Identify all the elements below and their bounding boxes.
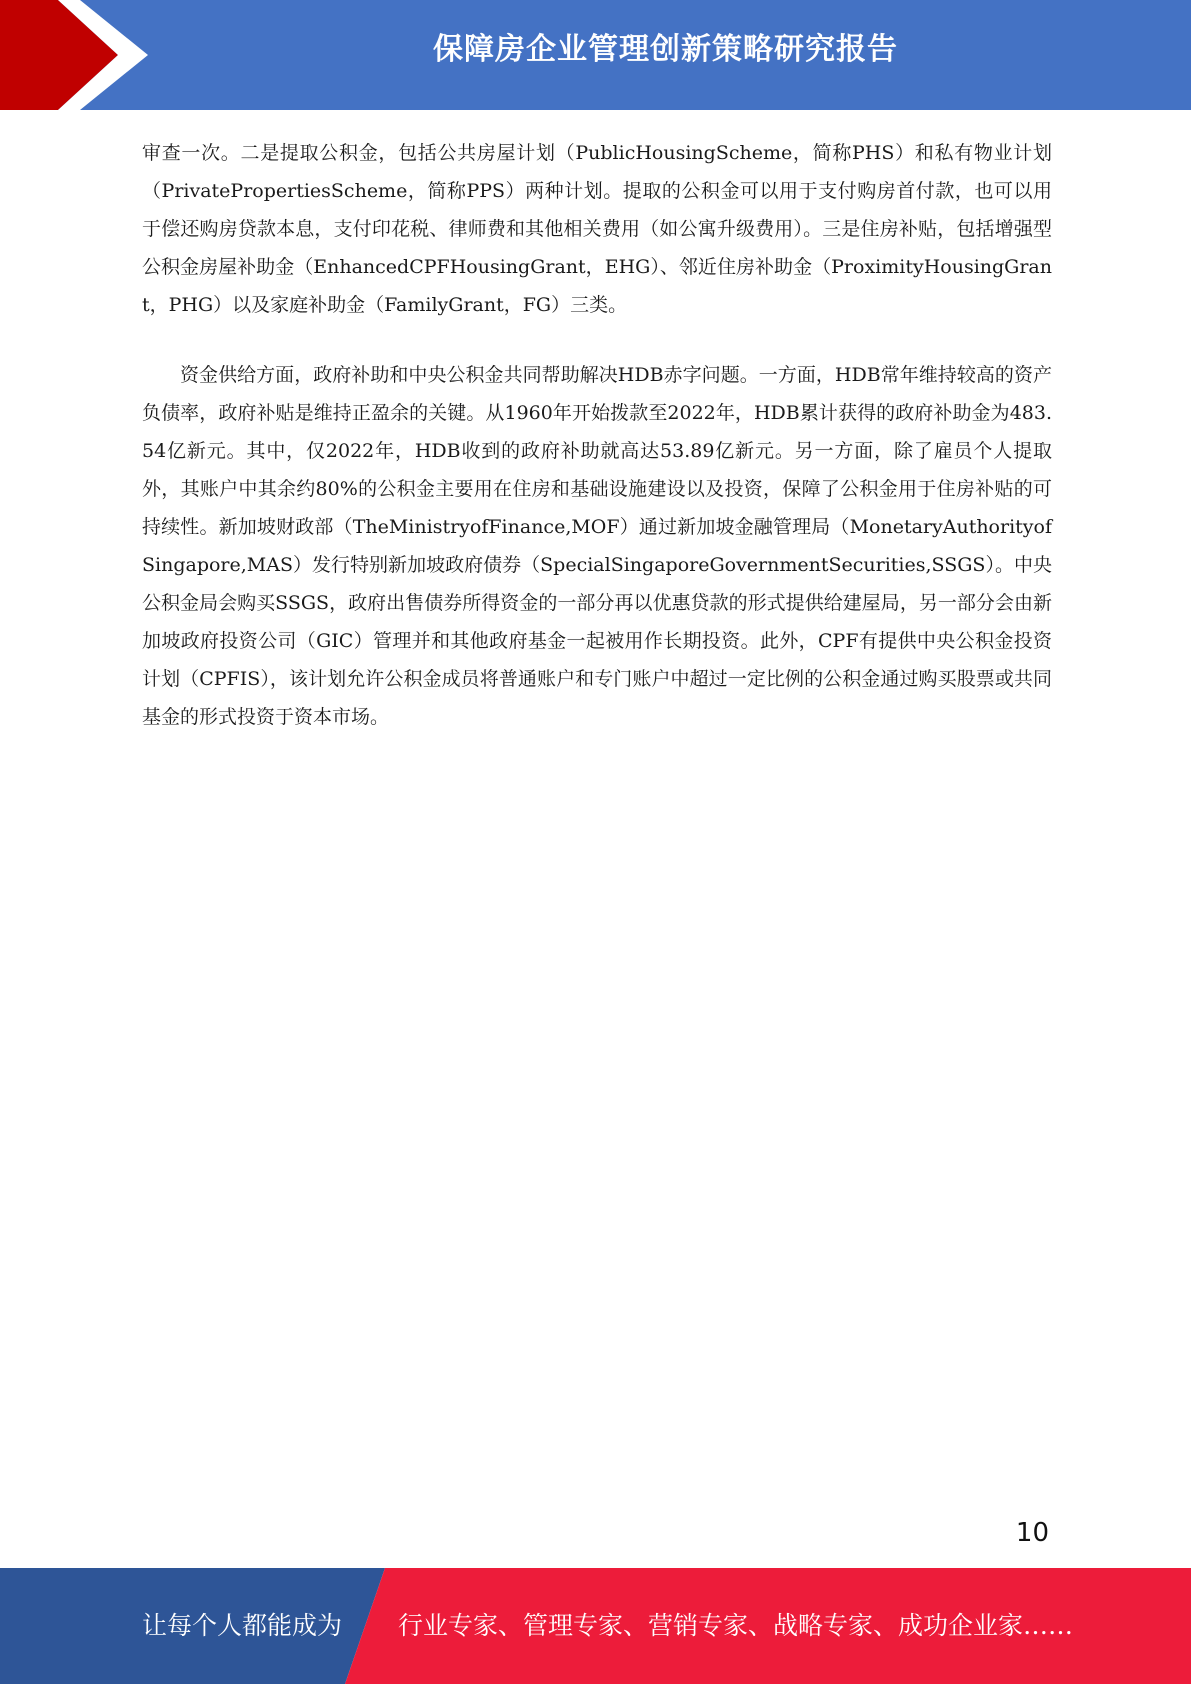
document-body	[142, 134, 1052, 736]
page-footer	[0, 1568, 1191, 1684]
body-paragraph-1: 审查一次。二是提取公积金，包括公共房屋计划（PublicHousingScheme，简称PHS）和私有物业计划（PrivatePropertiesScheme，简称PPS）两种计划。提取的公积金可以用于支付购房首付款，也可以用于偿还购房贷款本息，支付印花税、律师费和其他相关费用（如公寓升级费用）。三是住房补贴，包括增强型公积金房屋补助金（EnhancedCPFHousingGrant，EHG）、邻近住房补助金（ProximityHousingGrant，PHG）以及家庭补助金（FamilyGrant，FG）三类。	[142, 142, 1052, 316]
header-title: 保障房企业管理创新策略研究报告	[433, 32, 898, 67]
footer-slogan-right: 行业专家、管理专家、营销专家、战略专家、成功企业家……	[398, 1611, 1074, 1640]
header-arrow-decoration	[0, 0, 160, 110]
footer-slogan-left: 让每个人都能成为	[142, 1611, 343, 1640]
page-number: 10	[1015, 1518, 1049, 1548]
page-header	[0, 0, 1191, 110]
body-paragraph-2: 资金供给方面，政府补助和中央公积金共同帮助解决HDB赤字问题。一方面，HDB常年维持较高的资产负债率，政府补贴是维持正盈余的关键。从1960年开始拨款至2022年，HDB累计获得的政府补助金为483.54亿新元。其中，仅2022年，HDB收到的政府补助就高达53.89亿新元。另一方面，除了雇员个人提取外，其账户中其余约80%的公积金主要用在住房和基础设施建设以及投资，保障了公积金用于住房补贴的可持续性。新加坡财政部（TheMinistryofFinance,MOF）通过新加坡金融管理局（MonetaryAuthorityofSingapore,MAS）发行特别新加坡政府债券（SpecialSingaporeGovernmentSecurities,SSGS）。中央公积金局会购买SSGS，政府出售债券所得资金的一部分再以优惠贷款的形式提供给建屋局，另一部分会由新加坡政府投资公司（GIC）管理并和其他政府基金一起被用作长期投资。此外，CPF有提供中央公积金投资计划（CPFIS），该计划允许公积金成员将普通账户和专门账户中超过一定比例的公积金通过购买股票或共同基金的形式投资于资本市场。	[142, 364, 1052, 728]
